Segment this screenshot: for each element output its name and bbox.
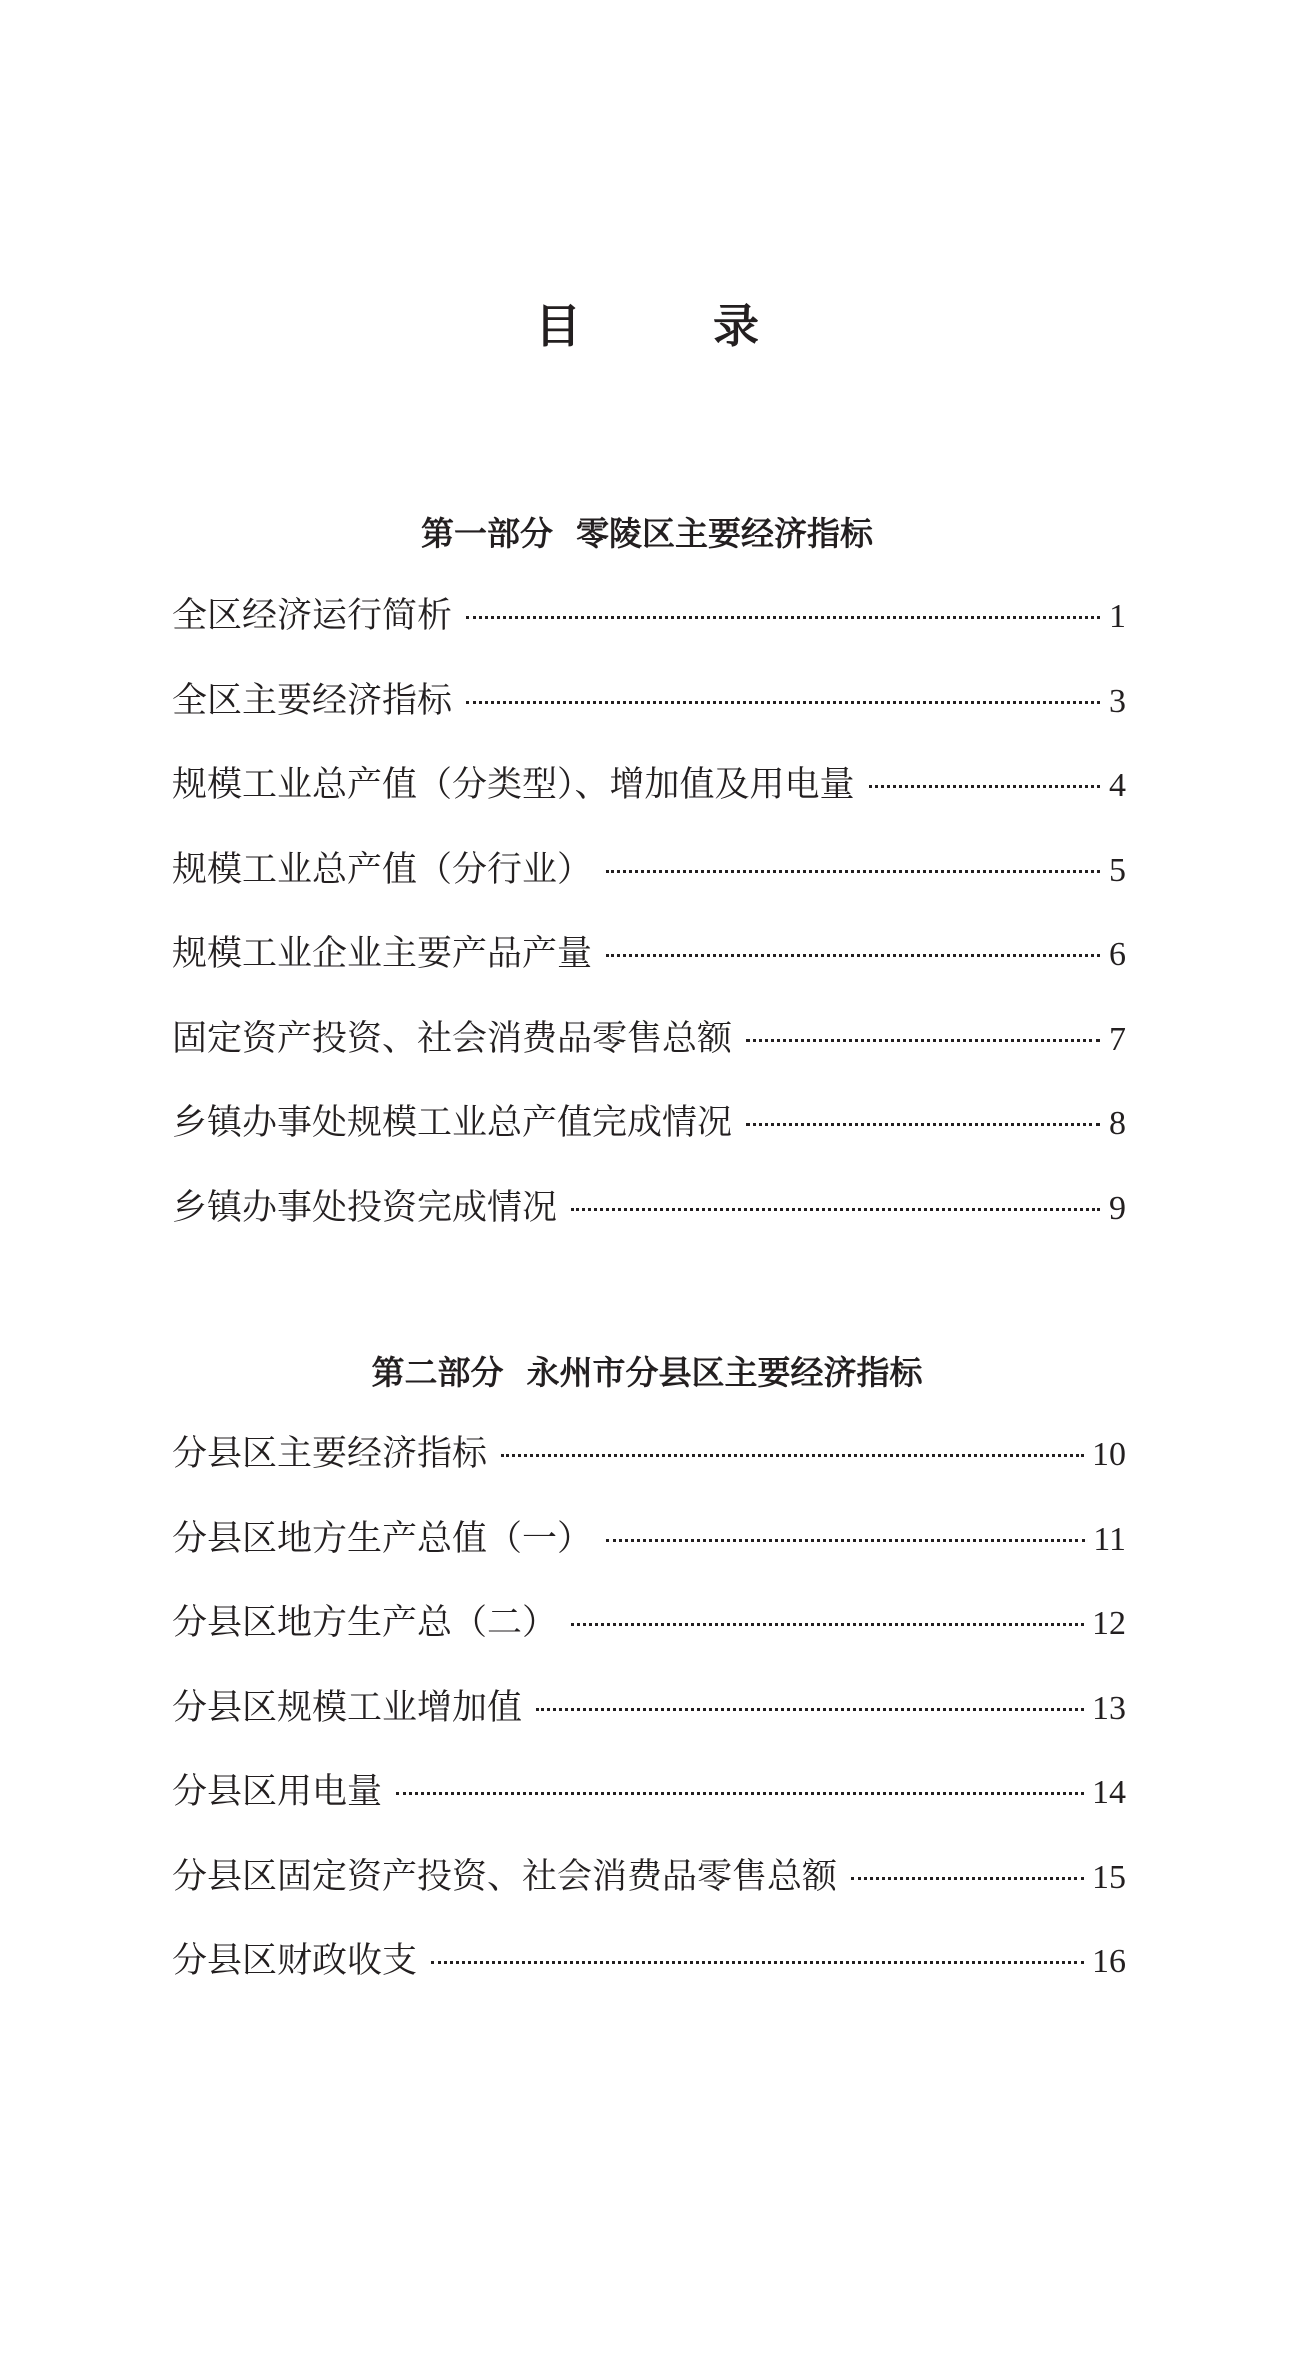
toc-item-page: 10 xyxy=(1092,1436,1126,1473)
toc-item-page: 8 xyxy=(1109,1105,1126,1142)
toc-item[interactable] xyxy=(172,1684,1126,1769)
toc-item-page: 6 xyxy=(1109,936,1126,973)
dot-leader xyxy=(606,1539,1085,1542)
dot-leader xyxy=(746,1039,1100,1042)
toc-item-label: 规模工业总产值（分类型）、增加值及用电量 xyxy=(172,765,855,805)
toc-item-label: 固定资产投资、社会消费品零售总额 xyxy=(172,1018,733,1059)
part1-heading: 第一部分 零陵区主要经济指标 xyxy=(421,514,873,553)
dot-leader xyxy=(396,1792,1084,1795)
dot-leader xyxy=(606,870,1100,873)
toc-item-page: 14 xyxy=(1092,1774,1126,1811)
toc-item-label: 规模工业企业主要产品产量 xyxy=(172,934,593,974)
part2-toc-list xyxy=(172,1430,1126,2022)
dot-leader xyxy=(606,954,1100,957)
toc-item[interactable] xyxy=(172,846,1126,931)
toc-item-page: 1 xyxy=(1109,598,1126,635)
toc-item-page: 9 xyxy=(1109,1189,1126,1227)
dot-leader xyxy=(501,1454,1084,1457)
toc-item[interactable] xyxy=(172,1768,1126,1853)
toc-item-label: 全区经济运行简析 xyxy=(172,596,453,636)
page-title: 目 录 xyxy=(534,299,817,353)
part2-heading: 第二部分 永州市分县区主要经济指标 xyxy=(371,1353,923,1392)
toc-item[interactable] xyxy=(172,1099,1126,1184)
dot-leader xyxy=(851,1877,1084,1880)
toc-item-label: 分县区财政收支 xyxy=(172,1941,418,1981)
toc-item-label: 全区主要经济指标 xyxy=(172,680,453,721)
toc-item[interactable] xyxy=(172,1515,1126,1600)
toc-item-label: 分县区用电量 xyxy=(172,1772,383,1812)
toc-item-label: 分县区地方生产总（二） xyxy=(172,1603,558,1643)
dot-leader xyxy=(466,701,1100,704)
toc-item-page: 7 xyxy=(1109,1020,1126,1058)
dot-leader xyxy=(466,616,1100,619)
toc-item[interactable] xyxy=(172,1015,1126,1100)
toc-item-label: 乡镇办事处投资完成情况 xyxy=(172,1187,558,1228)
toc-item[interactable] xyxy=(172,761,1126,846)
toc-item-page: 15 xyxy=(1092,1858,1126,1896)
toc-item[interactable] xyxy=(172,1853,1126,1938)
toc-item-page: 3 xyxy=(1109,682,1126,720)
dot-leader xyxy=(571,1208,1100,1211)
dot-leader xyxy=(746,1123,1100,1126)
toc-item-label: 分县区主要经济指标 xyxy=(172,1434,488,1474)
toc-item[interactable] xyxy=(172,1430,1126,1515)
toc-item[interactable] xyxy=(172,592,1126,677)
toc-item[interactable] xyxy=(172,1184,1126,1269)
toc-item-label: 分县区地方生产总值（一） xyxy=(172,1518,593,1559)
toc-item-page: 16 xyxy=(1092,1943,1126,1980)
toc-item[interactable] xyxy=(172,1599,1126,1684)
dot-leader xyxy=(869,785,1100,788)
toc-item-label: 规模工业总产值（分行业） xyxy=(172,849,593,890)
toc-item[interactable] xyxy=(172,1937,1126,2022)
toc-item-page: 12 xyxy=(1092,1605,1126,1642)
dot-leader xyxy=(431,1961,1084,1964)
dot-leader xyxy=(571,1623,1084,1626)
toc-item[interactable] xyxy=(172,930,1126,1015)
toc-item-page: 13 xyxy=(1092,1689,1126,1727)
part1-toc-list xyxy=(172,592,1126,1268)
toc-item-label: 分县区固定资产投资、社会消费品零售总额 xyxy=(172,1856,838,1897)
dot-leader xyxy=(536,1708,1084,1711)
toc-item-page: 11 xyxy=(1093,1520,1126,1558)
toc-item[interactable] xyxy=(172,677,1126,762)
toc-item-page: 4 xyxy=(1109,767,1126,804)
toc-item-page: 5 xyxy=(1109,851,1126,889)
toc-item-label: 乡镇办事处规模工业总产值完成情况 xyxy=(172,1103,733,1143)
toc-item-label: 分县区规模工业增加值 xyxy=(172,1687,523,1728)
